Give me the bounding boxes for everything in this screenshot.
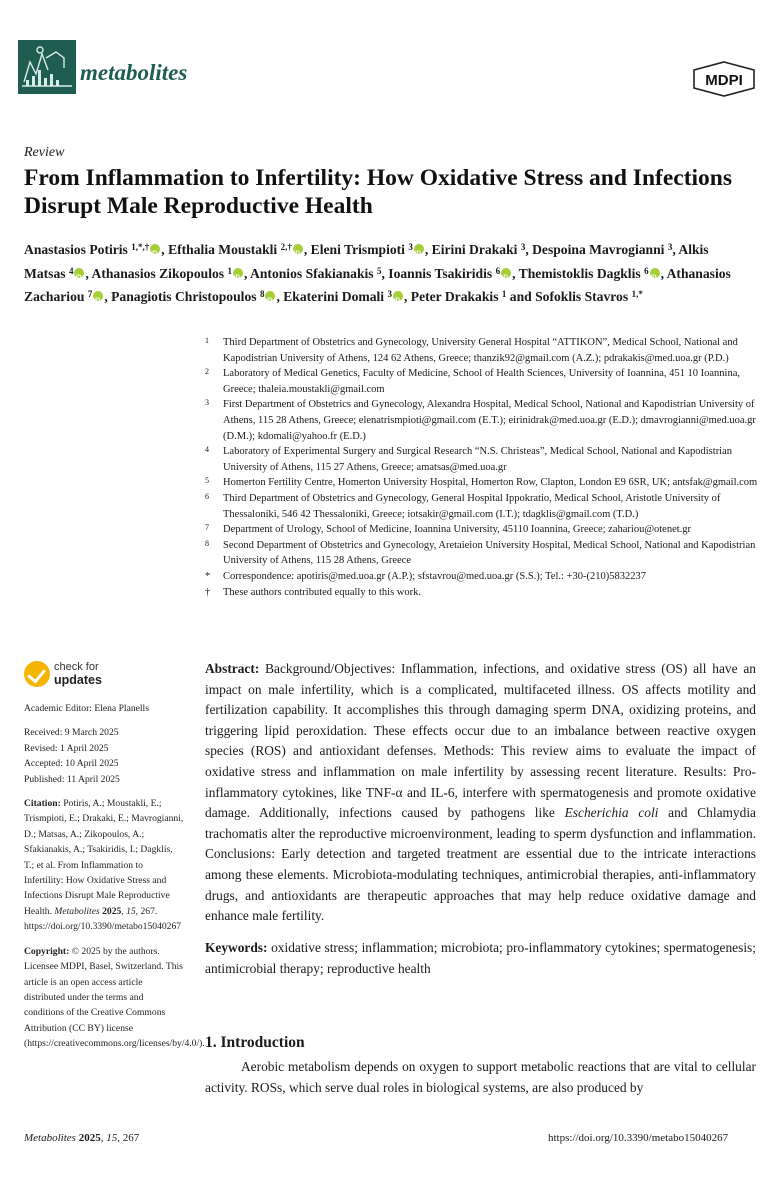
academic-editor: Academic Editor: Elena Planells [24,703,149,714]
article-title: From Inflammation to Infertility: How Oxidative Stress and Infections Disrupt Male Reproductive Health [24,165,733,219]
intro-paragraph: Aerobic metabolism depends on oxygen to support metabolic reactions that are vital to cellular activity. ROSs, which serve dual roles in biological systems, are also produced by [205,1059,756,1095]
affiliation-text: Third Department of Obstetrics and Gynecology, General Hospital Ippokratio, Medical School, Aristotle University of Thessaloniki, 546 42 Thessaloniki, Greece; iotsakir@gmail.com (I.T.); tdagklis@gmail.com (T.D.) [223,492,721,520]
author-affiliation-mark: 1 [501,289,507,299]
orcid-icon[interactable] [501,268,511,278]
footer-journal: Metabolites [24,1132,76,1144]
author-affiliation-mark: 1 [227,265,232,276]
citation-volume: 15 [126,905,136,917]
abstract-text-1: Background/Objectives: Inflammation, infections, and oxidative stress (OS) all have an impact on male infertility, which is a complicated, multifaceted illness. OS affects motility and fertilization capability. It accomplishes this through damaging sperm DNA, oxidizing proteins, and triggering lipid peroxidation. These effects occur due to an imbalance between reactive oxygen species (ROS) and antioxidant defenses. Methods: This review aims to evaluate the impact of oxidative stress and inflammation on male infertility by assessing recent literature. Results: Pro-inflammatory cytokines, like TNF-α and IL-6, interfere with spermatogenesis and promote oxidative damage. Additionally, infections caused by pathogens like [205,661,756,821]
orcid-icon[interactable] [150,244,160,254]
journal-logo-icon [18,40,76,94]
author-name: Eirini Drakaki [431,242,518,257]
article-type: Review [24,145,65,160]
published-date: Published: 11 April 2025 [24,773,120,785]
footer-volume: 15 [106,1132,118,1144]
affiliation-text: Second Department of Obstetrics and Gynecology, Aretaieion University Hospital, Medical School, National and Kapodistrian University of Athens, 115 28 Athens, Greece [223,539,756,567]
keywords-label: Keywords: [205,940,268,955]
citation: Citation: Potiris, A.; Moustakli, E.; Trismpioti, E.; Drakaki, E.; Mavrogianni, D.; Matsas, A.; Zikopoulos, A.; Sfakianakis, A.; Tsakiridis, I.; Dagklis, T.; et al. From Inflammation to Infertility: How Oxidative Stress and Infections Disrupt Male Reproductive Health. Metabolites 2025, 15, 267. https://doi.org/10.3390/metabo15040267 [24,798,184,933]
affiliation [205,475,760,491]
journal-name: metabolites [80,60,188,85]
footer-page: , 267 [117,1132,140,1144]
affiliation-mark: 8 [205,538,209,548]
author-affiliation-mark: 2,† [280,242,292,252]
affiliation-text: Department of Urology, School of Medicine, Ioannina University, 45110 Ioannina, Greece; zahariou@otenet.gr [223,524,692,536]
author-name: Panagiotis Christopoulos [111,289,257,304]
check-for-updates-button[interactable] [24,658,134,692]
affiliation-mark: * [205,570,211,582]
abstract [205,659,756,927]
orcid-icon[interactable] [393,291,403,301]
author-affiliation-mark: 5 [376,265,382,276]
affiliation [205,522,760,538]
author-affiliation-mark: 3 [408,242,413,252]
author-name: Athanasios Zikopoulos [91,265,225,281]
affiliation-text: Laboratory of Experimental Surgery and Surgical Research “N.S. Christeas”, Medical School, National and Kapodistrian University of Athens, 115 27 Athens, Greece; amatsas@med.uoa.gr [223,446,733,473]
citation-journal: Metabolites [54,905,100,917]
author-name: Ioannis Tsakiridis [388,265,493,281]
affiliation-mark: 7 [205,523,209,533]
copyright [24,944,205,1052]
affiliation-text: These authors contributed equally to this work. [223,586,421,598]
author-name: Themistoklis Dagklis [518,265,641,281]
author-name: Antonios Sfakianakis [250,265,374,281]
author-affiliation-mark: 3 [667,242,673,252]
received-date: Received: 9 March 2025 [24,727,119,739]
author-name: Peter Drakakis [410,289,499,304]
author-name: Alkis Matsas [24,242,709,281]
author-affiliation-mark: 7 [87,289,93,299]
author-affiliation-mark: 4 [68,265,74,276]
author-affiliation-mark: 3 [387,289,392,299]
mdpi-logo-icon [693,61,755,97]
check-updates-label-1: check for [54,661,99,673]
citation-text: Potiris, A.; Moustakli, E.; Trismpioti, E.; Drakaki, E.; Mavrogianni, D.; Matsas, A.; Zikopoulos, A.; Sfakianakis, A.; Tsakiridis, I.; Dagklis, T.; et al. From Inflammation to Infertility: How Oxidative Stress and Infections Disrupt Male Reproductive Health. [24,798,184,917]
orcid-icon[interactable] [74,268,84,278]
check-updates-icon [24,661,50,687]
author-name: Efthalia Moustakli [168,242,278,257]
accepted-date: Accepted: 10 April 2025 [24,758,119,770]
sidebar-metadata [24,701,205,1052]
author-affiliation-mark: 1,*,† [131,242,150,252]
affiliation-text: Laboratory of Medical Genetics, Faculty of Medicine, School of Health Sciences, University of Ioannina, 451 10 Ioannina, Greece; thaleia.moustakli@gmail.com [223,368,740,395]
author-name: Despoina Mavrogianni [532,242,665,257]
footer-doi-link[interactable]: https://doi.org/10.3390/metabo15040267 [548,1132,729,1144]
citation-label: Citation: [24,798,61,810]
orcid-icon[interactable] [414,244,424,254]
orcid-icon[interactable] [93,291,103,301]
affiliation-mark: 2 [205,367,209,377]
affiliation [205,335,760,366]
author-affiliation-mark: 6 [495,265,501,276]
footer-year: 2025 [78,1132,101,1144]
citation-year: 2025 [102,905,122,917]
affiliation [205,397,760,444]
orcid-icon[interactable] [293,244,303,254]
author-name: Ekaterini Domali [283,289,385,304]
affiliation [205,538,760,569]
abstract-italic: Escherichia coli [564,805,659,821]
copyright-label: Copyright: [24,945,70,957]
author-name: Eleni Trismpioti [310,242,405,257]
affiliation-list [205,335,760,600]
copyright-text: © 2025 by the authors. Licensee MDPI, Basel, Switzerland. This article is an open access article distributed under the terms and conditions of the Creative Commons Attribution (CC BY) license (https://creativecommons.org/licenses/by/4.0/). [24,945,205,1050]
abstract-text-2: and Chlamydia trachomatis alter the reproductive microenvironment, leading to sperm dysfunction and inflammation. Conclusions: Early detection and targeted treatment are essential due to the intricate interactions among these elements. Microbiota-modulating techniques, antimicrobial therapies, anti-inflammatory drugs, and antioxidants are therapeutic approaches that may help reduce oxidative damage and enhance male fertility. [205,805,756,924]
author-name: Anastasios Potiris [24,242,128,257]
keywords [205,938,756,979]
affiliation-mark: 5 [205,476,209,486]
check-updates-label-2: updates [54,673,102,687]
orcid-icon[interactable] [650,268,660,278]
author-name: Athanasios Zachariou [24,265,731,304]
author-affiliation-mark: 6 [644,265,649,276]
author-affiliation-mark: 3 [520,242,526,252]
affiliation [205,585,760,601]
affiliation [205,569,760,585]
affiliation-text: Correspondence: apotiris@med.uoa.gr (A.P.); sfstavrou@med.uoa.gr (S.S.); Tel.: +30-(210)5832237 [223,570,646,582]
author-affiliation-mark: 8 [259,289,265,299]
affiliation-mark: 3 [205,398,209,408]
footer-citation: Metabolites 2025, 15, 267 [24,1132,140,1144]
affiliation-mark: 1 [205,336,209,345]
affiliation-mark: 6 [205,491,209,501]
author-name: Sofoklis Stavros [535,289,629,304]
affiliation [205,491,760,522]
affiliation [205,366,760,397]
abstract-label: Abstract: [205,661,260,676]
affiliation [205,444,760,475]
affiliation-text: Third Department of Obstetrics and Gynecology, University General Hospital “ATTIKON”, Medical School, National and Kapodistrian University of Athens, 124 62 Athens, Greece; thanzik92@gmail.com (A.Z.); pdrakakis@med.uoa.gr (P.D.) [223,337,738,364]
affiliation-mark: 4 [205,445,209,455]
publisher-logo-text: MDPI [705,72,743,89]
citation-doi[interactable]: , 267. https://doi.org/10.3390/metabo15040267 [24,905,182,933]
affiliation-text: First Department of Obstetrics and Gynecology, Alexandra Hospital, Medical School, National and Kapodistrian University of Athens, 115 28 Athens, Greece; elenatrismpioti@gmail.com (E.T.); eirinidrak@med.uoa.gr (E.D.); dmavrogianni@med.uoa.gr (D.M.); kdomali@yahoo.fr (E.D.) [223,399,756,442]
revised-date: Revised: 1 April 2025 [24,742,109,754]
author-affiliation-mark: 1,* [631,289,643,299]
orcid-icon[interactable] [233,268,243,278]
affiliation-text: Homerton Fertility Centre, Homerton University Hospital, Homerton Row, Clapton, London E9 6SR, UK; antsfak@gmail.com [223,477,758,489]
section-heading: 1. Introduction [205,1034,305,1051]
orcid-icon[interactable] [265,291,275,301]
keywords-text: oxidative stress; inflammation; microbiota; pro-inflammatory cytokines; spermatogenesis; antimicrobial therapy; reproductive health [205,940,756,976]
author-list: Anastasios Potiris $^{1,*,\dagger}$iD , Efthalia Moustakli $^{2,\dagger}$iD , Eleni Trismpioti $^3$iD , Eirini Drakaki $^3$, Despoina Mavrogianni $^3$, Alkis Matsas $^4$iD , Athanasios Zikopoulos $^1$iD , Antonios Sfakianakis $^5$, Ioannis Tsakiridis $^6$iD , Themistoklis Dagklis $^6$iD , Athanasios Zachariou $^7$iD , Panagiotis Christopoulos $^8$iD , Ekaterini Domali $^3$iD , Peter Drakakis $^1$ and Sofoklis Stavros $^{1,*}$ [24,237,759,308]
affiliation-mark: † [205,586,211,598]
